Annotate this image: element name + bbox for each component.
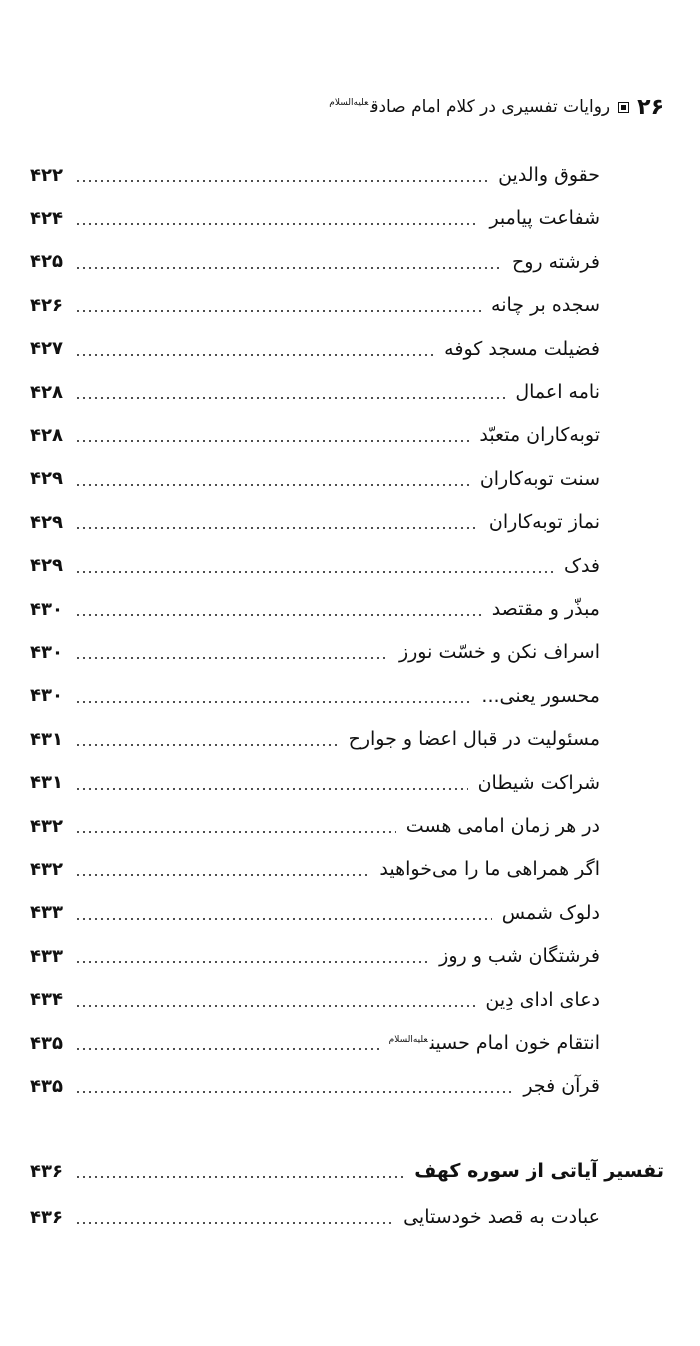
toc-entry <box>30 198 600 238</box>
toc-entry <box>30 502 600 542</box>
dot-leader <box>75 180 488 182</box>
running-header <box>30 92 664 122</box>
toc-entry <box>30 155 600 195</box>
dot-leader <box>75 1222 393 1224</box>
dot-leader <box>75 831 396 833</box>
toc-entry <box>30 893 600 933</box>
entry-page-number: ۴۳۰ <box>30 685 63 707</box>
dot-leader <box>75 1048 379 1050</box>
entry-title: قرآن فجر <box>523 1075 600 1098</box>
entry-title: عبادت به قصد خودستایی <box>403 1206 600 1228</box>
toc-entry <box>30 546 600 586</box>
dot-leader <box>75 527 479 529</box>
dot-leader <box>75 267 502 269</box>
toc-entry <box>30 285 600 325</box>
toc-entry <box>30 242 600 282</box>
toc-entry <box>30 329 600 369</box>
toc-entry <box>30 806 600 846</box>
entry-page-number: ۴۲۲ <box>30 164 63 186</box>
dot-leader <box>75 1176 404 1178</box>
page-number: ۲۶ <box>637 94 664 120</box>
entry-title: مسئولیت در قبال اعضا و جوارح <box>348 728 600 751</box>
entry-page-number: ۴۳۰ <box>30 598 63 620</box>
toc-entry <box>30 415 600 455</box>
entry-title: سنت توبه‌کاران <box>479 467 600 490</box>
toc-entry <box>30 719 600 759</box>
entry-page-number: ۴۲۸ <box>30 381 63 403</box>
honorific-mark: علیه‌السلام <box>388 1034 428 1045</box>
entry-page-number: ۴۳۴ <box>30 989 63 1011</box>
toc-entry <box>30 763 600 803</box>
toc-entry <box>30 632 600 672</box>
entry-page-number: ۴۳۳ <box>30 902 63 924</box>
entry-page-number: ۴۳۵ <box>30 1032 63 1054</box>
entry-page-number: ۴۲۹ <box>30 555 63 577</box>
dot-leader <box>75 614 482 616</box>
dot-leader <box>75 744 339 746</box>
entry-title: شراکت شیطان <box>477 771 600 794</box>
header-title: روایات تفسیری در کلام امام صادق$^{علیه‌السلام}$ <box>329 97 611 117</box>
entry-page-number: ۴۳۲ <box>30 858 63 880</box>
entry-page-number: ۴۳۵ <box>30 1075 63 1097</box>
entry-page-number: ۴۲۴ <box>30 207 63 229</box>
entry-page-number: ۴۳۶ <box>30 1160 63 1182</box>
entry-page-number: ۴۲۶ <box>30 294 63 316</box>
toc-entry <box>30 372 600 412</box>
entry-page-number: ۴۳۰ <box>30 641 63 663</box>
dot-leader <box>75 1005 475 1007</box>
toc-section-heading <box>30 1151 664 1191</box>
toc-entry <box>30 459 600 499</box>
dot-leader <box>75 1091 513 1093</box>
entry-title: دعای ادای دِین <box>485 988 600 1011</box>
section-title: تفسیر آیاتی از سوره کهف <box>414 1160 664 1182</box>
entry-page-number: ۴۳۱ <box>30 772 63 794</box>
toc-entry <box>30 1066 600 1106</box>
toc-entry <box>30 676 600 716</box>
entry-title: فرشته روح <box>511 250 600 273</box>
honorific-mark: علیه‌السلام <box>329 98 369 109</box>
entry-title: فرشتگان شب و روز <box>439 945 600 968</box>
entry-title: دلوک شمس <box>501 901 600 924</box>
entry-page-number: ۴۳۲ <box>30 815 63 837</box>
dot-leader <box>75 701 471 703</box>
toc-entry <box>30 1023 600 1063</box>
dot-leader <box>75 440 469 442</box>
entry-title: فضیلت مسجد کوفه <box>444 337 600 360</box>
entry-page-number: ۴۲۵ <box>30 251 63 273</box>
dot-leader <box>75 397 505 399</box>
entry-title: اسراف نکن و خسّت نورز <box>398 641 600 664</box>
entry-page-number: ۴۳۳ <box>30 945 63 967</box>
entry-title: محسور یعنی... <box>481 684 600 707</box>
square-bullet-icon <box>618 102 629 113</box>
entry-title: شفاعت پیامبر <box>489 207 600 230</box>
entry-title: فدک <box>563 554 600 577</box>
entry-title: نامه اعمال <box>515 381 600 403</box>
dot-leader <box>75 571 554 573</box>
dot-leader <box>75 788 468 790</box>
dot-leader <box>75 484 470 486</box>
toc-entry <box>30 936 600 976</box>
entry-page-number: ۴۳۶ <box>30 1206 63 1228</box>
dot-leader <box>75 961 429 963</box>
entry-title: حقوق والدین <box>498 164 600 186</box>
entry-title: نماز توبه‌کاران <box>488 511 600 534</box>
toc-entry <box>30 589 600 629</box>
dot-leader <box>75 918 492 920</box>
entry-page-number: ۴۲۹ <box>30 468 63 490</box>
entry-title: انتقام خون امام حسین$^{علیه‌السلام}$ <box>388 1032 600 1054</box>
entry-page-number: ۴۲۸ <box>30 424 63 446</box>
dot-leader <box>75 354 434 356</box>
dot-leader <box>75 223 479 225</box>
entry-page-number: ۴۲۹ <box>30 511 63 533</box>
entry-title: سجده بر چانه <box>491 294 600 317</box>
entry-title: توبه‌کاران متعبّد <box>479 424 600 447</box>
entry-page-number: ۴۳۱ <box>30 728 63 750</box>
entry-page-number: ۴۲۷ <box>30 338 63 360</box>
toc-entry <box>30 980 600 1020</box>
entry-title: مبذّر و مقتصد <box>491 598 600 620</box>
dot-leader <box>75 874 369 876</box>
entry-title: در هر زمان امامی هست <box>405 815 600 837</box>
toc-entry <box>30 849 600 889</box>
entry-title: اگر همراهی ما را می‌خواهید <box>379 858 600 881</box>
dot-leader <box>75 310 481 312</box>
toc-entry <box>30 1197 600 1237</box>
dot-leader <box>75 657 389 659</box>
